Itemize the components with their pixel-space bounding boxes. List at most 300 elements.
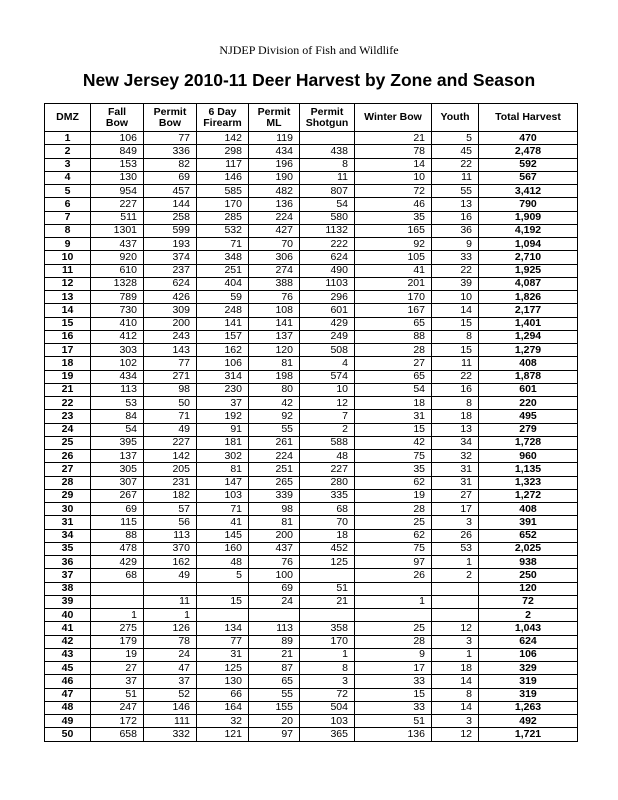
cell-six-day: 117	[197, 158, 249, 171]
cell-six-day: 157	[197, 330, 249, 343]
cell-permit-ml: 92	[249, 410, 300, 423]
table-row	[45, 238, 578, 251]
cell-total: 220	[479, 397, 578, 410]
cell-permit-shotgun: 125	[300, 556, 355, 569]
cell-six-day: 141	[197, 317, 249, 330]
cell-dmz: 16	[45, 330, 91, 343]
cell-total: 408	[479, 357, 578, 370]
cell-winter-bow: 75	[355, 542, 432, 555]
cell-winter-bow: 41	[355, 264, 432, 277]
column-header-line: Winter Bow	[364, 111, 422, 123]
cell-total: 960	[479, 450, 578, 463]
cell-winter-bow: 33	[355, 675, 432, 688]
cell-permit-shotgun: 624	[300, 251, 355, 264]
cell-total: 319	[479, 675, 578, 688]
table-row	[45, 370, 578, 383]
cell-dmz: 10	[45, 251, 91, 264]
table-row	[45, 304, 578, 317]
cell-six-day: 71	[197, 503, 249, 516]
cell-total: 1,135	[479, 463, 578, 476]
cell-winter-bow: 28	[355, 503, 432, 516]
cell-youth: 11	[432, 357, 479, 370]
cell-permit-bow: 77	[144, 357, 197, 370]
cell-six-day: 130	[197, 675, 249, 688]
cell-total: 250	[479, 569, 578, 582]
cell-dmz: 13	[45, 291, 91, 304]
cell-six-day: 106	[197, 357, 249, 370]
cell-six-day: 5	[197, 569, 249, 582]
cell-dmz: 34	[45, 529, 91, 542]
column-header-line: Youth	[440, 111, 470, 123]
cell-permit-ml: 70	[249, 238, 300, 251]
cell-six-day	[197, 609, 249, 622]
cell-winter-bow: 78	[355, 145, 432, 158]
cell-permit-shotgun: 51	[300, 582, 355, 595]
cell-permit-bow: 227	[144, 436, 197, 449]
cell-permit-ml: 24	[249, 595, 300, 608]
cell-permit-shotgun: 1132	[300, 224, 355, 237]
cell-permit-ml: 65	[249, 675, 300, 688]
cell-dmz: 12	[45, 277, 91, 290]
cell-dmz: 25	[45, 436, 91, 449]
table-row	[45, 317, 578, 330]
cell-youth: 18	[432, 662, 479, 675]
cell-permit-shotgun: 170	[300, 635, 355, 648]
column-header-dmz	[45, 104, 91, 132]
table-row	[45, 211, 578, 224]
table-row	[45, 185, 578, 198]
cell-permit-ml: 113	[249, 622, 300, 635]
cell-youth	[432, 595, 479, 608]
cell-permit-shotgun: 438	[300, 145, 355, 158]
column-header-line: Shotgun	[305, 116, 349, 129]
cell-permit-shotgun: 10	[300, 383, 355, 396]
cell-fall-bow: 730	[91, 304, 144, 317]
cell-fall-bow: 68	[91, 569, 144, 582]
cell-permit-ml: 108	[249, 304, 300, 317]
cell-dmz: 39	[45, 595, 91, 608]
table-row	[45, 344, 578, 357]
table-row	[45, 357, 578, 370]
cell-permit-ml: 119	[249, 132, 300, 145]
cell-permit-bow: 144	[144, 198, 197, 211]
cell-six-day: 532	[197, 224, 249, 237]
cell-permit-ml: 141	[249, 317, 300, 330]
cell-total: 2,177	[479, 304, 578, 317]
cell-permit-ml: 97	[249, 728, 300, 741]
cell-permit-shotgun: 11	[300, 171, 355, 184]
table-row	[45, 582, 578, 595]
cell-permit-ml: 265	[249, 476, 300, 489]
cell-winter-bow: 97	[355, 556, 432, 569]
cell-permit-bow: 71	[144, 410, 197, 423]
cell-winter-bow: 15	[355, 688, 432, 701]
cell-permit-bow: 69	[144, 171, 197, 184]
table-row	[45, 171, 578, 184]
cell-permit-bow: 126	[144, 622, 197, 635]
column-header-line: Permit	[257, 105, 291, 118]
cell-six-day: 125	[197, 662, 249, 675]
column-header-line: Permit	[310, 105, 344, 118]
cell-six-day	[197, 582, 249, 595]
cell-six-day: 181	[197, 436, 249, 449]
table-row	[45, 542, 578, 555]
cell-youth	[432, 609, 479, 622]
cell-youth: 17	[432, 503, 479, 516]
cell-six-day: 314	[197, 370, 249, 383]
cell-total: 2	[479, 609, 578, 622]
cell-dmz: 36	[45, 556, 91, 569]
cell-six-day: 48	[197, 556, 249, 569]
cell-permit-bow	[144, 582, 197, 595]
column-header-fall-bow	[91, 104, 144, 132]
cell-permit-ml: 339	[249, 489, 300, 502]
cell-dmz: 14	[45, 304, 91, 317]
cell-dmz: 46	[45, 675, 91, 688]
cell-permit-bow: 332	[144, 728, 197, 741]
cell-permit-bow: 370	[144, 542, 197, 555]
cell-total: 938	[479, 556, 578, 569]
cell-youth: 8	[432, 688, 479, 701]
cell-youth: 13	[432, 198, 479, 211]
cell-youth: 3	[432, 635, 479, 648]
cell-permit-bow: 37	[144, 675, 197, 688]
cell-youth: 27	[432, 489, 479, 502]
cell-permit-ml: 42	[249, 397, 300, 410]
cell-six-day: 251	[197, 264, 249, 277]
table-row	[45, 132, 578, 145]
table-row	[45, 728, 578, 741]
cell-dmz: 19	[45, 370, 91, 383]
cell-total: 1,728	[479, 436, 578, 449]
table-row	[45, 675, 578, 688]
cell-permit-shotgun: 807	[300, 185, 355, 198]
cell-permit-shotgun: 365	[300, 728, 355, 741]
table-row	[45, 569, 578, 582]
cell-dmz: 27	[45, 463, 91, 476]
cell-permit-bow: 111	[144, 715, 197, 728]
cell-six-day: 248	[197, 304, 249, 317]
cell-youth: 22	[432, 264, 479, 277]
cell-permit-shotgun: 504	[300, 701, 355, 714]
cell-permit-bow: 457	[144, 185, 197, 198]
cell-fall-bow	[91, 595, 144, 608]
cell-permit-bow: 258	[144, 211, 197, 224]
cell-youth: 32	[432, 450, 479, 463]
cell-total: 470	[479, 132, 578, 145]
cell-six-day: 348	[197, 251, 249, 264]
cell-total: 120	[479, 582, 578, 595]
cell-permit-shotgun: 1103	[300, 277, 355, 290]
cell-total: 1,721	[479, 728, 578, 741]
cell-dmz: 23	[45, 410, 91, 423]
cell-permit-bow: 193	[144, 238, 197, 251]
cell-fall-bow: 434	[91, 370, 144, 383]
column-header-line: Firearm	[203, 116, 242, 129]
cell-permit-bow: 1	[144, 609, 197, 622]
cell-winter-bow: 27	[355, 357, 432, 370]
column-header-line: 6 Day	[208, 105, 237, 118]
cell-permit-shotgun: 8	[300, 662, 355, 675]
cell-total: 1,279	[479, 344, 578, 357]
cell-permit-ml: 20	[249, 715, 300, 728]
cell-permit-shotgun: 48	[300, 450, 355, 463]
cell-fall-bow: 37	[91, 675, 144, 688]
cell-total: 567	[479, 171, 578, 184]
cell-dmz: 43	[45, 648, 91, 661]
cell-dmz: 30	[45, 503, 91, 516]
cell-youth: 1	[432, 556, 479, 569]
cell-total: 408	[479, 503, 578, 516]
cell-permit-shotgun: 12	[300, 397, 355, 410]
column-header-permit-bow	[144, 104, 197, 132]
cell-permit-ml: 89	[249, 635, 300, 648]
table-row	[45, 503, 578, 516]
cell-permit-ml: 306	[249, 251, 300, 264]
cell-winter-bow: 62	[355, 476, 432, 489]
cell-winter-bow: 9	[355, 648, 432, 661]
cell-total: 495	[479, 410, 578, 423]
cell-permit-ml: 437	[249, 542, 300, 555]
cell-total: 1,094	[479, 238, 578, 251]
cell-fall-bow: 137	[91, 450, 144, 463]
cell-fall-bow: 106	[91, 132, 144, 145]
cell-permit-bow: 336	[144, 145, 197, 158]
cell-fall-bow: 307	[91, 476, 144, 489]
cell-permit-bow: 49	[144, 569, 197, 582]
deer-harvest-table	[44, 103, 578, 742]
cell-permit-ml: 196	[249, 158, 300, 171]
cell-youth: 13	[432, 423, 479, 436]
cell-winter-bow: 62	[355, 529, 432, 542]
cell-permit-bow: 142	[144, 450, 197, 463]
cell-permit-shotgun: 249	[300, 330, 355, 343]
cell-fall-bow: 172	[91, 715, 144, 728]
cell-dmz: 24	[45, 423, 91, 436]
cell-youth: 14	[432, 675, 479, 688]
cell-permit-bow: 309	[144, 304, 197, 317]
cell-permit-bow: 243	[144, 330, 197, 343]
cell-total: 592	[479, 158, 578, 171]
cell-total: 652	[479, 529, 578, 542]
cell-permit-ml: 87	[249, 662, 300, 675]
cell-permit-ml: 55	[249, 423, 300, 436]
cell-six-day: 37	[197, 397, 249, 410]
cell-winter-bow	[355, 582, 432, 595]
cell-permit-ml: 136	[249, 198, 300, 211]
cell-dmz: 42	[45, 635, 91, 648]
cell-youth: 26	[432, 529, 479, 542]
cell-winter-bow: 170	[355, 291, 432, 304]
cell-permit-bow: 374	[144, 251, 197, 264]
cell-fall-bow: 395	[91, 436, 144, 449]
cell-permit-shotgun: 358	[300, 622, 355, 635]
cell-six-day: 147	[197, 476, 249, 489]
cell-six-day: 404	[197, 277, 249, 290]
cell-winter-bow: 15	[355, 423, 432, 436]
cell-permit-ml: 76	[249, 291, 300, 304]
cell-dmz: 40	[45, 609, 91, 622]
cell-youth: 31	[432, 463, 479, 476]
cell-total: 1,043	[479, 622, 578, 635]
cell-youth: 10	[432, 291, 479, 304]
column-header-line: Permit	[153, 105, 187, 118]
cell-dmz: 45	[45, 662, 91, 675]
cell-six-day: 160	[197, 542, 249, 555]
cell-six-day: 164	[197, 701, 249, 714]
cell-total: 1,401	[479, 317, 578, 330]
table-row	[45, 516, 578, 529]
table-row	[45, 410, 578, 423]
cell-dmz: 18	[45, 357, 91, 370]
column-header-total	[479, 104, 578, 132]
cell-fall-bow: 275	[91, 622, 144, 635]
cell-six-day: 15	[197, 595, 249, 608]
cell-dmz: 15	[45, 317, 91, 330]
cell-dmz: 11	[45, 264, 91, 277]
cell-fall-bow: 19	[91, 648, 144, 661]
cell-fall-bow: 303	[91, 344, 144, 357]
cell-permit-shotgun: 54	[300, 198, 355, 211]
cell-winter-bow: 75	[355, 450, 432, 463]
cell-six-day: 170	[197, 198, 249, 211]
cell-six-day: 302	[197, 450, 249, 463]
table-row	[45, 277, 578, 290]
table-row	[45, 158, 578, 171]
cell-six-day: 41	[197, 516, 249, 529]
cell-permit-ml: 69	[249, 582, 300, 595]
cell-six-day: 585	[197, 185, 249, 198]
cell-youth: 12	[432, 622, 479, 635]
cell-fall-bow: 69	[91, 503, 144, 516]
cell-permit-bow: 205	[144, 463, 197, 476]
cell-youth: 36	[432, 224, 479, 237]
cell-fall-bow: 53	[91, 397, 144, 410]
table-row	[45, 648, 578, 661]
cell-permit-shotgun: 4	[300, 357, 355, 370]
cell-permit-shotgun	[300, 132, 355, 145]
cell-permit-ml: 100	[249, 569, 300, 582]
cell-permit-shotgun: 3	[300, 675, 355, 688]
cell-fall-bow: 849	[91, 145, 144, 158]
cell-fall-bow: 429	[91, 556, 144, 569]
table-row	[45, 715, 578, 728]
cell-fall-bow: 227	[91, 198, 144, 211]
cell-youth: 15	[432, 317, 479, 330]
cell-permit-ml	[249, 609, 300, 622]
cell-permit-shotgun: 452	[300, 542, 355, 555]
cell-winter-bow: 1	[355, 595, 432, 608]
cell-permit-bow: 143	[144, 344, 197, 357]
cell-total: 1,909	[479, 211, 578, 224]
cell-winter-bow: 25	[355, 622, 432, 635]
cell-dmz: 47	[45, 688, 91, 701]
cell-youth: 55	[432, 185, 479, 198]
cell-permit-shotgun: 601	[300, 304, 355, 317]
cell-permit-shotgun: 72	[300, 688, 355, 701]
cell-fall-bow: 412	[91, 330, 144, 343]
cell-winter-bow: 17	[355, 662, 432, 675]
cell-permit-ml: 224	[249, 211, 300, 224]
cell-fall-bow: 658	[91, 728, 144, 741]
cell-permit-shotgun: 580	[300, 211, 355, 224]
cell-total: 790	[479, 198, 578, 211]
cell-fall-bow: 1328	[91, 277, 144, 290]
cell-youth: 2	[432, 569, 479, 582]
cell-winter-bow: 35	[355, 211, 432, 224]
cell-youth: 3	[432, 715, 479, 728]
cell-permit-bow: 599	[144, 224, 197, 237]
cell-winter-bow: 65	[355, 317, 432, 330]
cell-dmz: 41	[45, 622, 91, 635]
cell-permit-bow: 426	[144, 291, 197, 304]
cell-winter-bow: 33	[355, 701, 432, 714]
cell-youth: 9	[432, 238, 479, 251]
table-row	[45, 251, 578, 264]
cell-permit-bow: 47	[144, 662, 197, 675]
cell-dmz: 26	[45, 450, 91, 463]
cell-permit-shotgun	[300, 609, 355, 622]
cell-permit-bow: 49	[144, 423, 197, 436]
cell-total: 601	[479, 383, 578, 396]
table-row	[45, 397, 578, 410]
cell-total: 1,323	[479, 476, 578, 489]
cell-permit-shotgun: 18	[300, 529, 355, 542]
cell-total: 1,272	[479, 489, 578, 502]
cell-permit-ml: 190	[249, 171, 300, 184]
cell-winter-bow: 46	[355, 198, 432, 211]
cell-permit-bow: 98	[144, 383, 197, 396]
document-title: New Jersey 2010-11 Deer Harvest by Zone and Season	[82, 70, 536, 90]
cell-winter-bow: 21	[355, 132, 432, 145]
table-row	[45, 198, 578, 211]
cell-fall-bow: 247	[91, 701, 144, 714]
cell-fall-bow: 920	[91, 251, 144, 264]
cell-fall-bow: 437	[91, 238, 144, 251]
cell-permit-ml: 427	[249, 224, 300, 237]
cell-total: 1,878	[479, 370, 578, 383]
cell-youth: 11	[432, 171, 479, 184]
cell-permit-shotgun: 335	[300, 489, 355, 502]
cell-permit-bow: 11	[144, 595, 197, 608]
cell-fall-bow: 27	[91, 662, 144, 675]
cell-permit-shotgun: 8	[300, 158, 355, 171]
cell-total: 624	[479, 635, 578, 648]
cell-permit-shotgun: 227	[300, 463, 355, 476]
cell-permit-shotgun: 7	[300, 410, 355, 423]
cell-dmz: 8	[45, 224, 91, 237]
cell-permit-bow: 624	[144, 277, 197, 290]
cell-permit-bow: 231	[144, 476, 197, 489]
table-row	[45, 264, 578, 277]
cell-youth: 8	[432, 330, 479, 343]
cell-winter-bow: 54	[355, 383, 432, 396]
cell-six-day: 285	[197, 211, 249, 224]
cell-total: 4,192	[479, 224, 578, 237]
cell-total: 4,087	[479, 277, 578, 290]
cell-dmz: 37	[45, 569, 91, 582]
cell-total: 1,263	[479, 701, 578, 714]
cell-six-day: 142	[197, 132, 249, 145]
cell-winter-bow: 28	[355, 344, 432, 357]
cell-six-day: 81	[197, 463, 249, 476]
cell-youth: 31	[432, 476, 479, 489]
cell-fall-bow: 954	[91, 185, 144, 198]
cell-total: 1,925	[479, 264, 578, 277]
agency-header: NJDEP Division of Fish and Wildlife	[219, 43, 399, 57]
cell-winter-bow: 51	[355, 715, 432, 728]
cell-permit-ml: 155	[249, 701, 300, 714]
